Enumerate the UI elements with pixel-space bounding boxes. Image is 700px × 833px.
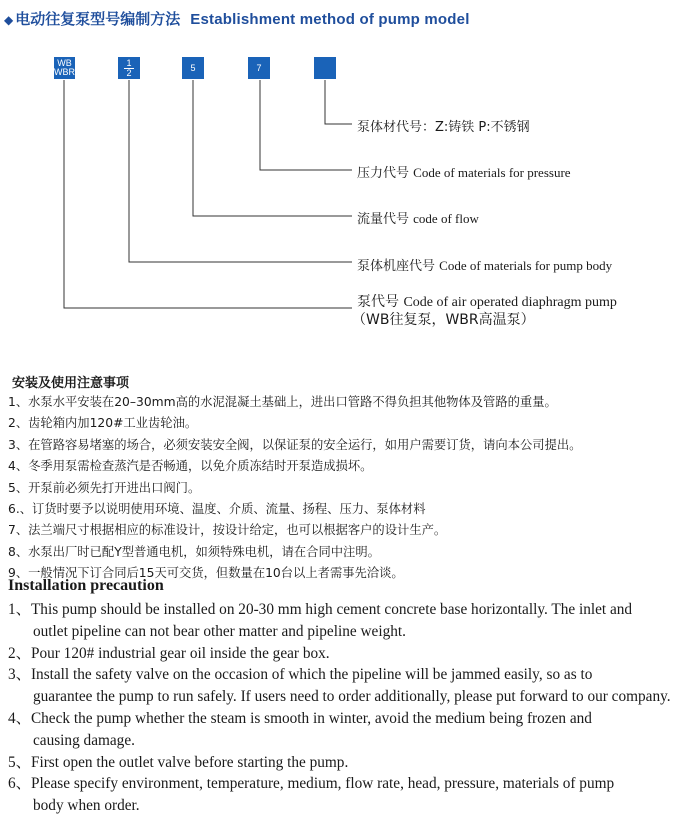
label-flow (357, 208, 479, 227)
title-chinese: 电动往复泵型号编制方法 (15, 10, 181, 28)
code-box-pressure (248, 57, 270, 79)
en-section-title: Installation precaution (8, 577, 164, 594)
label-pump-note (352, 309, 535, 329)
label-base-en: Code of materials for pump body (439, 258, 613, 273)
label-pressure-cn: 压力代号 (357, 166, 410, 181)
label-pump (357, 291, 617, 311)
list-item: 6.、订货时要予以说明使用环境、温度、介质、流量、扬程、压力、泵体材料 (8, 501, 426, 516)
cn-section-title: 安装及使用注意事项 (12, 376, 130, 391)
list-item (8, 773, 671, 817)
label-base-cn: 泵体机座代号 (357, 259, 436, 274)
list-item: 7、法兰端尺寸根据相应的标准设计，按设计给定，也可以根据客户的设计生产。 (8, 523, 447, 538)
list-item-first-line: 6、Please specify environment, temperature, medium, flow rate, head, pressure, materials of pump (8, 775, 615, 793)
label-material-text: 泵体材代号：Z:铸铁 P:不锈钢 (357, 120, 530, 135)
label-flow-en: code of flow (413, 211, 479, 226)
cn-precaution-list (8, 392, 581, 585)
list-item (8, 752, 671, 774)
code-box-fraction-denominator: 2 (126, 67, 132, 78)
list-item (8, 599, 671, 643)
code-box-flow (182, 57, 204, 79)
label-pump-note-text: （WB往复泵，WBR高温泵） (352, 312, 535, 328)
label-pressure-en: Code of materials for pressure (413, 165, 571, 180)
list-item-continuation: causing damage. (33, 731, 135, 749)
code-box-wbr: WBR (54, 67, 75, 77)
label-base (357, 255, 612, 274)
list-item (8, 643, 671, 665)
label-pump-cn: 泵代号 (357, 294, 399, 310)
list-item: 3、在管路容易堵塞的场合，必须安装安全阀，以保证泵的安全运行，如用户需要订货，请向本公司提出。 (8, 437, 582, 452)
connector-pump (64, 80, 352, 308)
list-item-continuation: body when order. (33, 797, 140, 815)
code-box-fraction-numerator: 1 (126, 57, 132, 68)
label-pump-en: Code of air operated diaphragm pump (403, 295, 617, 310)
list-item-first-line: 3、Install the safety valve on the occasion of which the pipeline will be jammed easily, so as to (8, 666, 593, 684)
list-item-continuation: guarantee the pump to run safely. If users need to order additionally, please put forward to our company. (33, 688, 671, 706)
connector-material (325, 80, 352, 124)
list-item: 4、冬季用泵需检查蒸汽是否畅通，以免介质冻结时开泵造成损坏。 (8, 459, 373, 474)
connector-flow (193, 80, 352, 216)
list-item: 1、水泵水平安装在20–30mm高的水泥混凝土基础上，进出口管路不得负担其他物体及管路的重量。 (8, 395, 557, 409)
code-box-base (118, 57, 140, 79)
list-item: 5、开泵前必须先打开进出口阀门。 (8, 480, 201, 495)
list-item: 2、齿轮箱内加120#工业齿轮油。 (8, 416, 198, 431)
label-material (357, 116, 530, 135)
list-item-continuation: outlet pipeline can not bear other matter and pipeline weight. (33, 622, 406, 640)
model-code-diagram (0, 0, 700, 340)
list-item-first-line: 5、First open the outlet valve before starting the pump. (8, 753, 349, 771)
label-flow-cn: 流量代号 (357, 212, 410, 227)
title-english: Establishment method of pump model (190, 11, 470, 28)
list-item-first-line: 2、Pour 120# industrial gear oil inside the gear box. (8, 644, 330, 662)
label-pressure (357, 162, 571, 181)
code-box-pump-type (54, 57, 75, 79)
list-item-first-line: 1、This pump should be installed on 20-30 mm high cement concrete base horizontally. The inlet and (8, 601, 633, 618)
list-item: 9、一般情况下订合同后15天可交货，但数量在10台以上者需事先洽谈。 (8, 566, 404, 581)
list-item: 8、水泵出厂时已配Y型普通电机，如须特殊电机，请在合同中注明。 (8, 544, 380, 559)
code-box-pressure-value: 7 (256, 62, 262, 73)
list-item-first-line: 4、Check the pump whether the steam is smooth in winter, avoid the medium being frozen and (8, 709, 592, 727)
code-box-flow-value: 5 (190, 62, 196, 73)
list-item (8, 664, 671, 708)
list-item (8, 708, 671, 752)
diamond-icon: ◆ (4, 13, 14, 27)
en-precaution-list (8, 599, 671, 817)
connector-base (129, 80, 352, 262)
code-box-material (314, 57, 336, 79)
code-box-wb: WB (57, 58, 72, 68)
connector-pressure (260, 80, 352, 170)
